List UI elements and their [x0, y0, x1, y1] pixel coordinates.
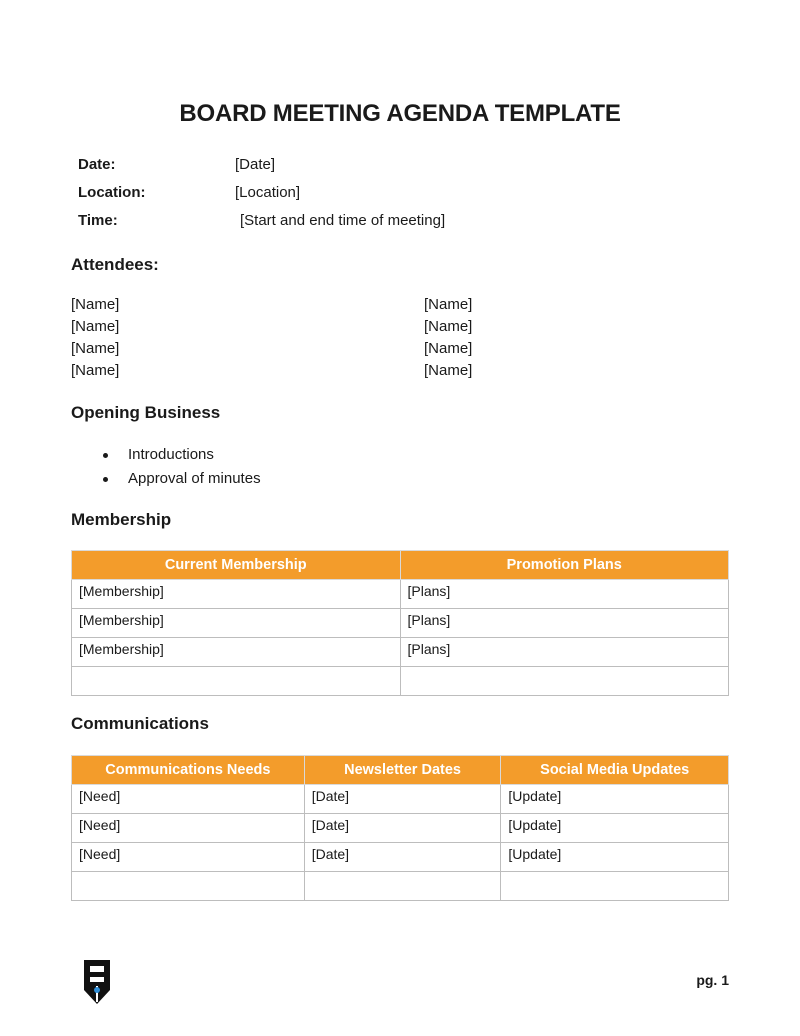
- page-number: pg. 1: [696, 972, 729, 988]
- table-header-row: [72, 551, 729, 580]
- table-cell: [Need]: [72, 785, 305, 814]
- location-label: Location:: [78, 184, 146, 201]
- table-cell: [Plans]: [400, 580, 728, 609]
- column-header: Current Membership: [72, 551, 401, 580]
- list-item: [100, 467, 261, 491]
- table-cell: [Membership]: [72, 609, 401, 638]
- list-item: [100, 443, 261, 467]
- membership-heading: Membership: [71, 510, 172, 529]
- opening-business-list: [100, 443, 261, 491]
- list-item-text: Approval of minutes: [128, 470, 261, 487]
- table-row: [72, 667, 729, 696]
- table-cell: [Update]: [501, 843, 729, 872]
- attendees-heading: Attendees:: [71, 255, 159, 274]
- attendee-name: [Name]: [71, 340, 120, 357]
- opening-business-heading: Opening Business: [71, 403, 221, 422]
- table-cell: [Date]: [304, 814, 501, 843]
- table-row: [72, 580, 729, 609]
- table-cell: [Update]: [501, 785, 729, 814]
- column-header: Communications Needs: [72, 756, 305, 785]
- attendees-left-column: [71, 294, 119, 382]
- date-value: [Date]: [235, 156, 276, 173]
- table-cell: [Plans]: [400, 638, 728, 667]
- attendee-name: [Name]: [71, 362, 120, 379]
- table-cell: [Update]: [501, 814, 729, 843]
- table-cell: [304, 872, 501, 901]
- table-row: [72, 872, 729, 901]
- attendees-right-column: [424, 294, 472, 382]
- communications-heading: Communications: [71, 714, 209, 733]
- table-row: [72, 814, 729, 843]
- table-cell: [Plans]: [400, 609, 728, 638]
- column-header: Social Media Updates: [501, 756, 729, 785]
- bullet-icon: [103, 453, 108, 458]
- table-header-row: [72, 756, 729, 785]
- attendee-name: [Name]: [424, 340, 473, 357]
- table-row: [72, 843, 729, 872]
- time-label: Time:: [78, 212, 118, 229]
- table-cell: [Membership]: [72, 638, 401, 667]
- table-cell: [Need]: [72, 843, 305, 872]
- table-cell: [Need]: [72, 814, 305, 843]
- table-cell: [72, 667, 401, 696]
- location-value: [Location]: [235, 184, 301, 201]
- table-row: [72, 609, 729, 638]
- document-title: BOARD MEETING AGENDA TEMPLATE: [179, 100, 621, 127]
- table-cell: [72, 872, 305, 901]
- bullet-icon: [103, 477, 108, 482]
- communications-table: [71, 755, 729, 901]
- attendee-name: [Name]: [424, 362, 473, 379]
- attendee-name: [Name]: [424, 318, 473, 335]
- attendee-name: [Name]: [71, 296, 120, 313]
- table-cell: [400, 667, 728, 696]
- table-row: [72, 638, 729, 667]
- attendee-name: [Name]: [71, 318, 120, 335]
- pen-nib-logo-icon: [82, 958, 112, 1006]
- table-cell: [Date]: [304, 843, 501, 872]
- membership-table: [71, 550, 729, 696]
- attendee-name: [Name]: [424, 296, 473, 313]
- table-row: [72, 785, 729, 814]
- time-value: [Start and end time of meeting]: [240, 212, 446, 229]
- table-cell: [Date]: [304, 785, 501, 814]
- date-label: Date:: [78, 156, 116, 173]
- table-cell: [Membership]: [72, 580, 401, 609]
- column-header: Promotion Plans: [400, 551, 728, 580]
- list-item-text: Introductions: [128, 446, 214, 463]
- column-header: Newsletter Dates: [304, 756, 501, 785]
- table-cell: [501, 872, 729, 901]
